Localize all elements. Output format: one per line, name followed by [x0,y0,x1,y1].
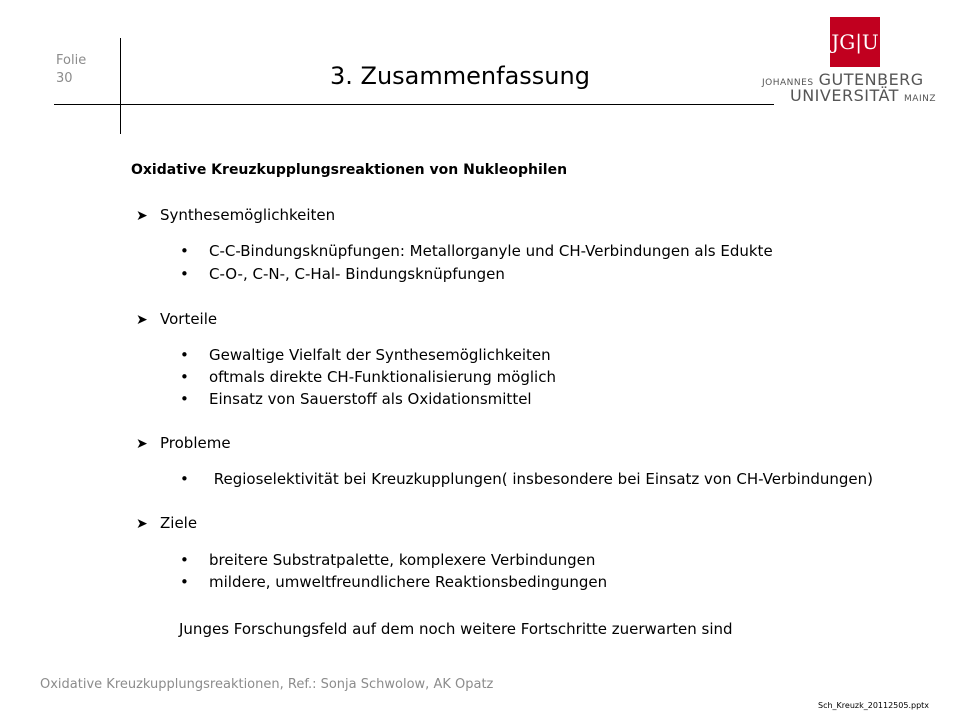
slide-label-text: Folie [56,53,87,68]
logo-mark: JG|U [830,17,880,67]
slide-number-label [56,52,86,88]
bullet-item [180,573,607,591]
bullet-text: oftmals direkte CH-Funktionalisierung möglich [209,368,556,386]
section-heading-vorteile [136,310,217,328]
bullet-dot-icon: • [180,551,189,569]
bullet-item [180,551,595,569]
bullet-text: Gewaltige Vielfalt der Synthesemöglichkeiten [209,346,551,364]
arrow-bullet-icon: ➤ [136,436,148,452]
bullet-dot-icon: • [180,470,189,488]
slide-title: 3. Zusammenfassung [330,62,590,90]
bullet-text: mildere, umweltfreundlichere Reaktionsbedingungen [209,573,608,591]
bullet-dot-icon: • [180,346,189,364]
bullet-dot-icon: • [180,242,189,260]
section-heading-probleme [136,434,231,452]
slide-number: 30 [56,71,73,86]
bullet-dot-icon: • [180,368,189,386]
bullet-text: C-C-Bindungsknüpfungen: Metallorganyle und CH-Verbindungen als Edukte [209,242,773,260]
bullet-item [180,242,773,260]
arrow-bullet-icon: ➤ [136,312,148,328]
logo-line-2 [790,86,936,105]
logo-gutenberg: GUTENBERG [818,70,924,89]
footer-text: Oxidative Kreuzkupplungsreaktionen, Ref.: Sonja Schwolow, AK Opatz [40,677,494,692]
bullet-dot-icon: • [180,573,189,591]
vertical-divider [120,38,121,134]
section-heading-text: Synthesemöglichkeiten [160,206,336,224]
bullet-dot-icon: • [180,265,189,283]
section-heading-ziele [136,514,197,532]
arrow-bullet-icon: ➤ [136,208,148,224]
horizontal-divider [54,104,774,105]
bullet-item [180,265,505,283]
conclusion-text: Junges Forschungsfeld auf dem noch weitere Fortschritte zuerwarten sind [179,620,733,638]
logo-johannes: JOHANNES [762,78,814,88]
section-heading-text: Probleme [160,434,231,452]
bullet-text: Einsatz von Sauerstoff als Oxidationsmittel [209,390,532,408]
section-heading-synthese [136,206,335,224]
arrow-bullet-icon: ➤ [136,516,148,532]
bullet-item [180,390,532,408]
content-subtitle: Oxidative Kreuzkupplungsreaktionen von Nukleophilen [131,162,568,178]
file-name: Sch_Kreuzk_20112505.pptx [818,701,930,710]
bullet-text: breitere Substratpalette, komplexere Verbindungen [209,551,596,569]
bullet-text: Regioselektivität bei Kreuzkupplungen( insbesondere bei Einsatz von CH-Verbindungen) [209,470,873,488]
bullet-dot-icon: • [180,390,189,408]
bullet-text: C-O-, C-N-, C-Hal- Bindungsknüpfungen [209,265,505,283]
section-heading-text: Ziele [160,514,198,532]
logo-mainz: MAINZ [904,94,937,104]
bullet-item [180,470,873,488]
logo-universitaet: UNIVERSITÄT [790,86,899,105]
section-heading-text: Vorteile [160,310,218,328]
bullet-item [180,346,551,364]
bullet-item [180,368,556,386]
